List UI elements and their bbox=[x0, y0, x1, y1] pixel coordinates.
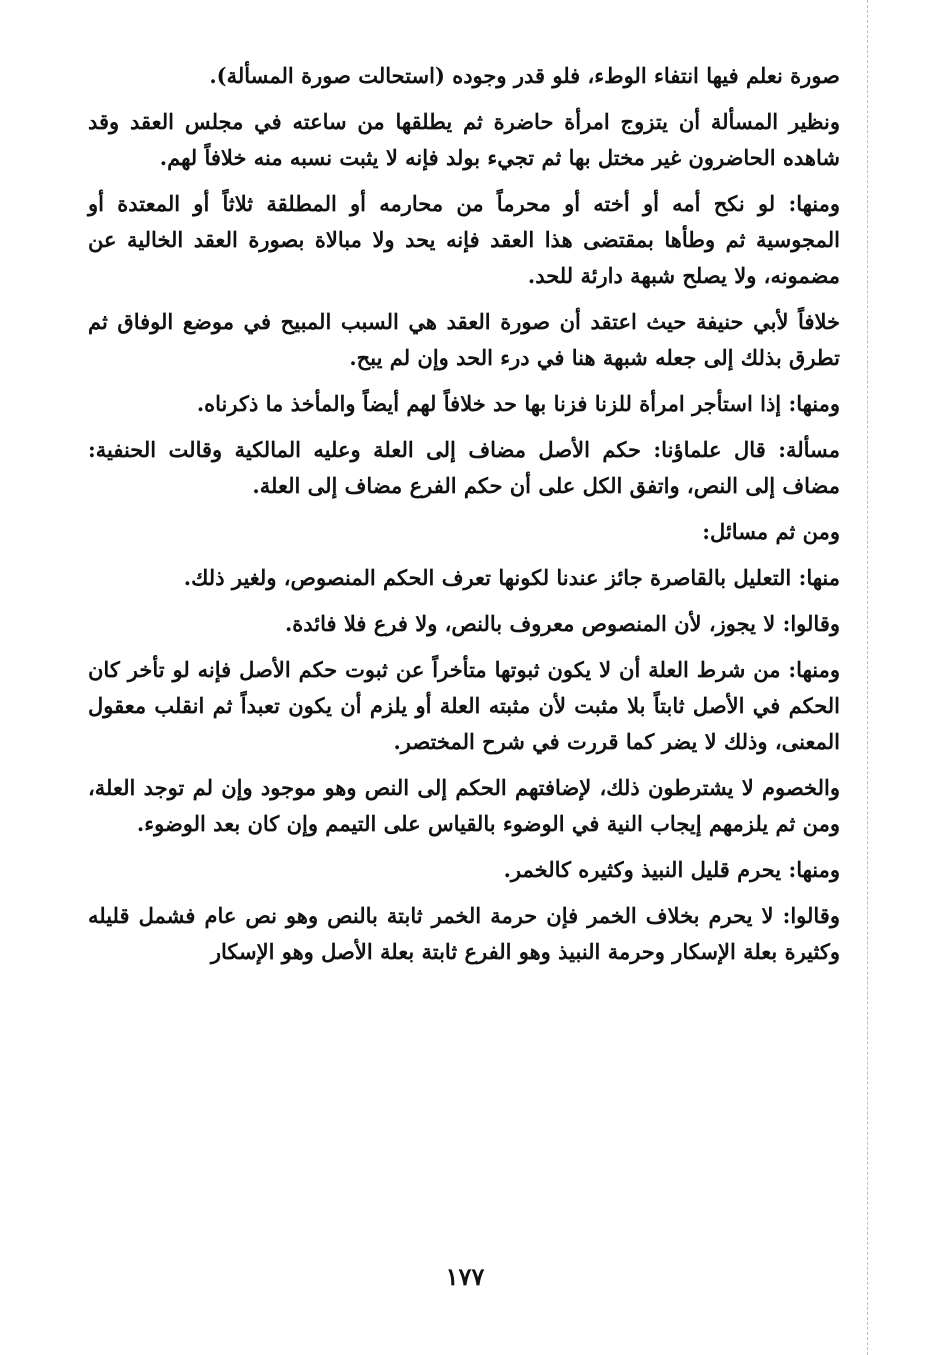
paragraph: ومنها: من شرط العلة أن لا يكون ثبوتها متأخراً عن ثبوت حكم الأصل فإنه لو تأخر كان الحكم في الأصل ثابتاً بلا مثبت لأن مثبته العلة أو يلزم أن يكون تعبداً ثم انقلب معقول المعنى، وذلك لا يضر كما قررت في شرح المختصر. bbox=[88, 657, 840, 754]
paragraph: ومن ثم مسائل: bbox=[702, 519, 840, 544]
paragraph: وقالوا: لا يجوز، لأن المنصوص معروف بالنص، ولا فرع فلا فائدة. bbox=[284, 611, 840, 636]
paragraph: ونظير المسألة أن يتزوج امرأة حاضرة ثم يطلقها من ساعته في مجلس العقد وقد شاهده الحاضرون غير مختل بها ثم تجيء بولد فإنه لا يثبت نسبه منه خلافاً لهم. bbox=[88, 109, 840, 170]
paragraph: منها: التعليل بالقاصرة جائز عندنا لكونها تعرف الحكم المنصوص، ولغير ذلك. bbox=[183, 565, 840, 590]
paragraph: وقالوا: لا يحرم بخلاف الخمر فإن حرمة الخمر ثابتة بالنص وهو نص عام فشمل قليله وكثيرة بعلة الإسكار وحرمة النبيذ وهو الفرع ثابتة بعلة الأصل وهو الإسكار bbox=[88, 903, 840, 964]
paragraph: ومنها: يحرم قليل النبيذ وكثيره كالخمر. bbox=[503, 857, 840, 882]
body-text bbox=[88, 58, 840, 980]
paragraph: مسألة: قال علماؤنا: حكم الأصل مضاف إلى العلة وعليه المالكية وقالت الحنفية: مضاف إلى النص، واتفق الكل على أن حكم الفرع مضاف إلى العلة. bbox=[88, 437, 840, 498]
paragraph: صورة نعلم فيها انتفاء الوطء، فلو قدر وجوده (استحالت صورة المسألة). bbox=[209, 63, 840, 88]
paragraph: ومنها: لو نكح أمه أو أخته أو محرماً من محارمه أو المطلقة ثلاثاً أو المعتدة أو المجوسية ثم وطأها بمقتضى هذا العقد فإنه يحد ولا مبالاة بصورة العقد الخالية عن مضمونه، ولا يصلح شبهة دارئة للحد. bbox=[88, 191, 840, 288]
paragraph: ومنها: إذا استأجر امرأة للزنا فزنا بها حد خلافاً لهم أيضاً والمأخذ ما ذكرناه. bbox=[196, 391, 840, 416]
scan-fold-line bbox=[867, 0, 868, 1355]
page-number: ١٧٧ bbox=[445, 1262, 485, 1291]
paragraph: والخصوم لا يشترطون ذلك، لإضافتهم الحكم إلى النص وهو موجود وإن لم توجد العلة، ومن ثم يلزمهم إيجاب النية في الوضوء بالقياس على التيمم وإن كان بعد الوضوء. bbox=[88, 775, 840, 836]
paragraph: خلافاً لأبي حنيفة حيث اعتقد أن صورة العقد هي السبب المبيح في موضع الوفاق ثم تطرق بذلك إلى جعله شبهة هنا في درء الحد وإن لم يبح. bbox=[88, 309, 840, 370]
